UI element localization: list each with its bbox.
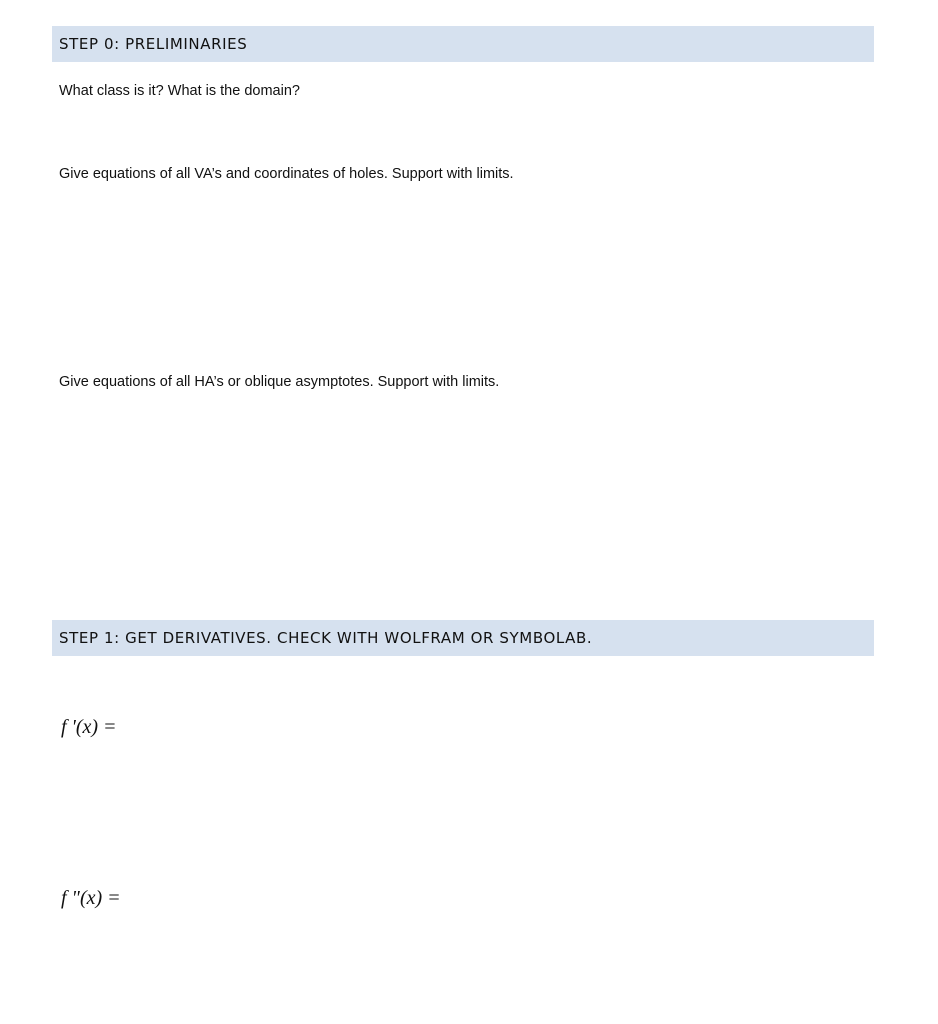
second-derivative-formula: f "(x) = bbox=[61, 887, 121, 909]
step-1-title: STEP 1: GET DERIVATIVES. CHECK WITH WOLFRAM OR SYMBOLAB. bbox=[59, 629, 593, 647]
question-horizontal-asymptotes: Give equations of all HA’s or oblique asymptotes. Support with limits. bbox=[59, 374, 500, 390]
question-vertical-asymptotes: Give equations of all VA’s and coordinates of holes. Support with limits. bbox=[59, 166, 514, 182]
step-1-header bbox=[52, 620, 874, 656]
step-0-title: STEP 0: PRELIMINARIES bbox=[59, 35, 248, 53]
question-class-domain: What class is it? What is the domain? bbox=[59, 83, 300, 99]
step-0-header bbox=[52, 26, 874, 62]
first-derivative-formula: f '(x) = bbox=[61, 716, 117, 738]
